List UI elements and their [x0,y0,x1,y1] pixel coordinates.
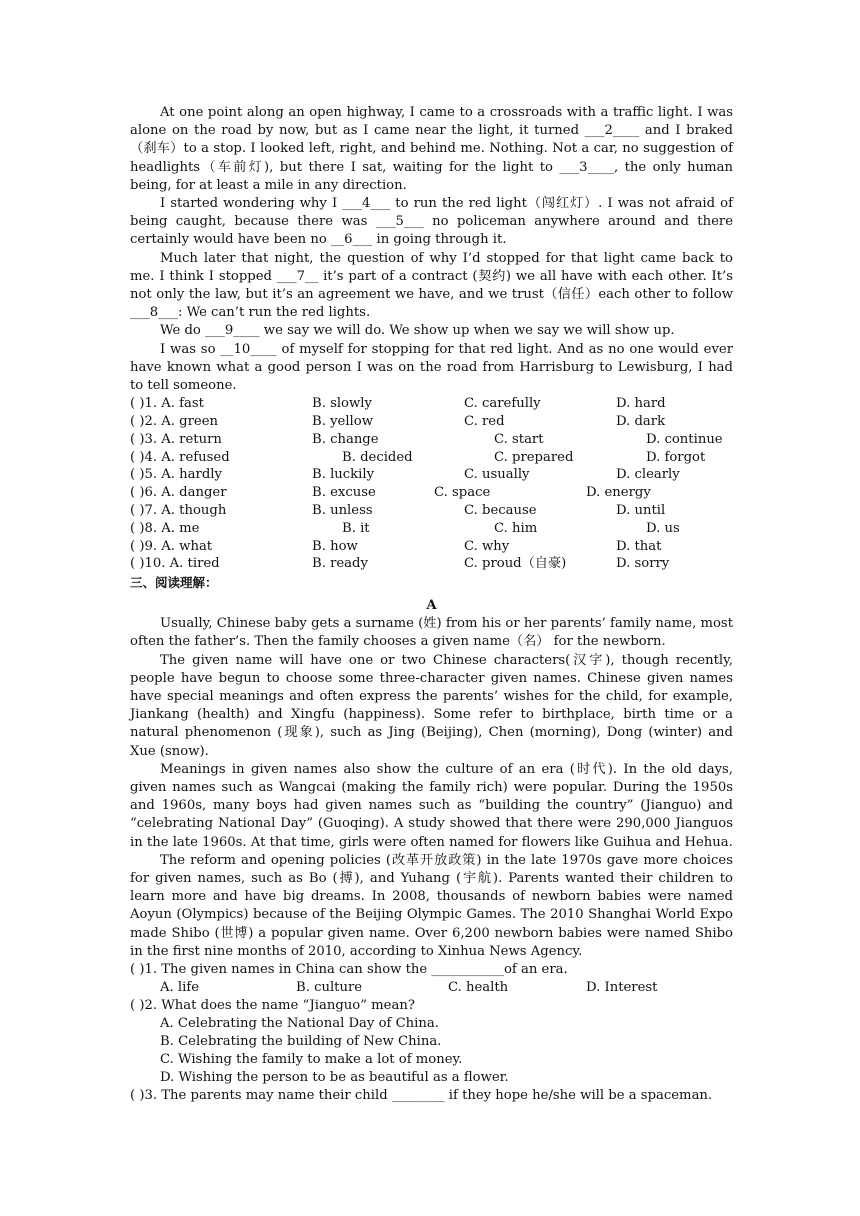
passage-label: A [426,598,437,614]
option-row [130,502,733,520]
option-a: ( )2. A. green [130,414,219,430]
option-b: B. luckily [312,467,375,483]
option-c: C. prepared [494,449,574,465]
option-a: ( )6. A. danger [130,485,227,501]
option-d: D. until [616,503,666,519]
option-c: C. carefully [464,396,541,412]
option-row [130,466,733,484]
option-d: D. Wishing the person to be as beautiful as a flower. [160,1070,509,1086]
option-d: D. energy [586,485,651,501]
option-c: C. proud（自豪) [464,556,567,572]
document-page [130,104,733,1105]
option-b: B. yellow [312,414,373,430]
reading-paragraph: The reform and opening policies (改革开放政策) in the late 1970s gave more choices for given names, such as Bo (搏), and Yuhang (宇航). Parents wanted their children to learn more and have big dreams. In 2008, thousands of newborn babies were named Aoyun (Olympics) because of the Beijing Olympic Games. The 2010 Shanghai World Expo made Shibo (世博) a popular given name. Over 6,200 newborn babies were named Shibo in the first nine months of 2010, according to Xinhua News Agency. [130,852,733,959]
reading-paragraph: Meanings in given names also show the culture of an era (时代). In the old days, given names such as Wangcai (making the family rich) were popular. During the 1950s and 1960s, many boys had given names such as “building the country” (Jianguo) and “celebrating National Day” (Guoqing). A study showed that there were 290,000 Jianguos in the late 1960s. At that time, girls were often named for flowers like Guihua and Hehua. [130,761,733,850]
option-d: D. clearly [616,467,680,483]
option-row [130,520,733,538]
option-d: D. hard [616,396,666,412]
option-c: C. start [494,431,544,447]
option-b: B. slowly [312,396,372,412]
option-row [130,431,733,449]
option-b: B. change [312,431,379,447]
option-a: ( )8. A. me [130,520,200,536]
option-c: C. red [464,414,505,430]
cloze-paragraph: I started wondering why I ___4___ to run the red light（闯红灯）. I was not afraid of being caught, because there was ___5___ no policeman anywhere around and there certainly would have been no __6___ in going through it. [130,196,733,248]
option-row [130,413,733,431]
option-a: ( )1. A. fast [130,396,204,412]
option-a: A. Celebrating the National Day of China. [160,1016,439,1032]
reading-paragraph: Usually, Chinese baby gets a surname (姓) from his or her parents’ family name, most often the father’s. Then the family chooses a given name（名） for the newborn. [130,616,733,650]
option-d: D. continue [646,431,723,447]
section-title: 三、阅读理解： [130,575,218,591]
option-b: B. unless [312,503,373,519]
option-b: B. Celebrating the building of New China. [160,1034,442,1050]
option-b: B. excuse [312,485,376,501]
question-options [130,979,733,997]
option-a: ( )4. A. refused [130,449,230,465]
option-row [130,538,733,556]
cloze-paragraph: Much later that night, the question of why I’d stopped for that light came back to me. I think I stopped ___7__ it’s part of a contract (契约) we all have with each other. It’s not only the law, but it’s an agreement we have, and we trust（信任）each other to follow ___8___: We can’t run the red lights. [130,250,733,321]
option-b: B. culture [296,980,363,996]
option-row [130,555,733,573]
option-row [130,449,733,467]
option-d: D. us [646,520,680,536]
question-stem: ( )3. The parents may name their child ________ if they hope he/she will be a spaceman. [130,1088,713,1104]
option-a: ( )7. A. though [130,503,227,519]
question-stem: ( )2. What does the name “Jianguo” mean? [130,998,415,1014]
option-d: D. that [616,538,662,554]
option-c: C. usually [464,467,530,483]
option-b: B. ready [312,556,368,572]
reading-paragraph: The given name will have one or two Chinese characters(汉字), though recently, people have begun to choose some three-character given names. Chinese given names have special meanings and often express the parents’ wishes for the child, for example, Jiankang (health) and Xingfu (happiness). Some refer to birthplace, birth time or a natural phenomenon (现象), such as Jing (Beijing), Chen (morning), Dong (winter) and Xue (snow). [130,652,733,759]
option-a: ( )10. A. tired [130,556,220,572]
option-d: D. dark [616,414,666,430]
option-a: ( )5. A. hardly [130,467,222,483]
option-row [130,484,733,502]
option-b: B. it [342,520,370,536]
option-c: C. health [448,980,509,996]
cloze-paragraph: At one point along an open highway, I came to a crossroads with a traffic light. I was alone on the road by now, but as I came near the light, it turned ___2____ and I braked（刹车）to a stop. I looked left, right, and behind me. Nothing. Not a car, no suggestion of headlights（车前灯), but there I sat, waiting for the light to ___3____, the only human being, for at least a mile in any direction. [130,105,733,193]
option-c: C. why [464,538,510,554]
option-d: D. sorry [616,556,670,572]
option-a: ( )9. A. what [130,538,213,554]
option-c: C. space [434,485,491,501]
option-c: C. because [464,503,537,519]
cloze-paragraph: We do ___9____ we say we will do. We show up when we say we will show up. [160,323,675,339]
cloze-paragraph: I was so __10____ of myself for stopping for that red light. And as no one would ever have known what a good person I was on the road from Harrisburg to Lewisburg, I had to tell someone. [130,341,733,394]
option-b: B. how [312,538,358,554]
cloze-options [130,395,733,573]
option-a: ( )3. A. return [130,431,222,447]
option-row [130,395,733,413]
option-d: D. Interest [586,980,658,996]
option-c: C. him [494,520,538,536]
option-a: A. life [160,980,200,996]
option-b: B. decided [342,449,413,465]
option-c: C. Wishing the family to make a lot of money. [160,1052,463,1068]
question-stem: ( )1. The given names in China can show the ___________of an era. [130,962,568,978]
option-d: D. forgot [646,449,706,465]
